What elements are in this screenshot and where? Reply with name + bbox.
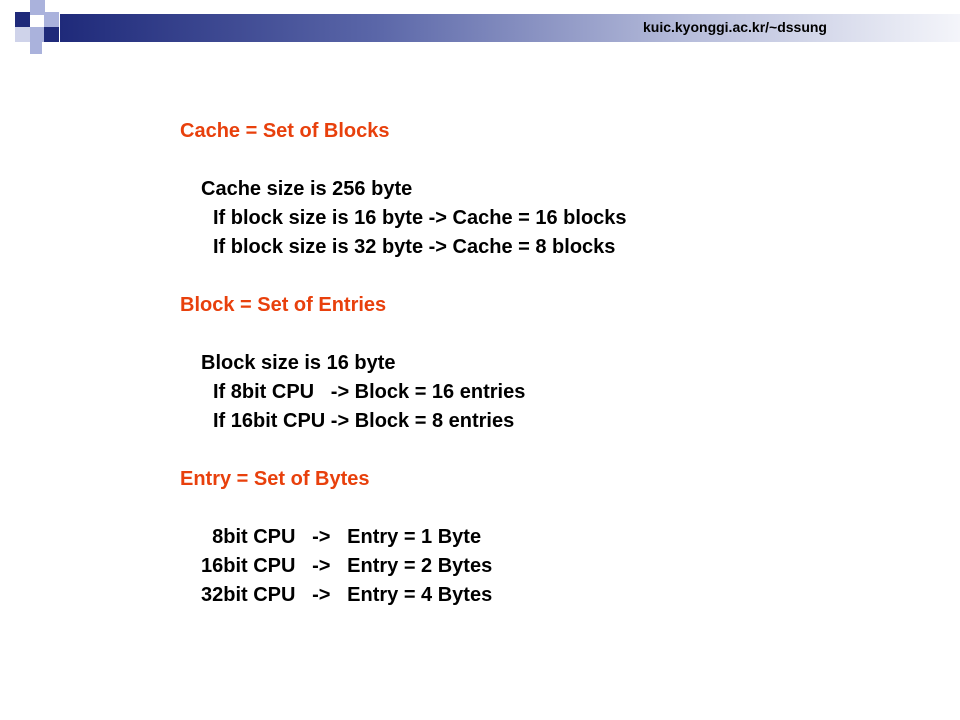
- section-block: [180, 291, 627, 465]
- decor-square-light: [44, 12, 59, 27]
- slide-content: [180, 117, 627, 610]
- body-line: If 8bit CPU -> Block = 16 entries: [213, 381, 526, 403]
- decor-square-light: [30, 42, 42, 54]
- header-url: kuic.kyonggi.ac.kr/~dssung: [642, 19, 827, 35]
- section-title: Cache = Set of Blocks: [180, 120, 390, 142]
- body-line: Cache size is 256 byte: [201, 178, 413, 200]
- decor-square-light: [15, 27, 30, 42]
- section-title: Entry = Set of Bytes: [180, 468, 370, 490]
- spacer: [180, 436, 627, 465]
- body-line: If block size is 32 byte -> Cache = 8 blocks: [213, 236, 616, 258]
- body-line: 32bit CPU -> Entry = 4 Bytes: [201, 584, 493, 606]
- body-line: Block size is 16 byte: [201, 352, 396, 374]
- spacer: [180, 262, 627, 291]
- spacer: [180, 494, 627, 523]
- decor-square-light: [30, 27, 45, 42]
- section-entry: [180, 465, 627, 610]
- spacer: [180, 146, 627, 175]
- section-cache: [180, 117, 627, 291]
- body-line: 8bit CPU -> Entry = 1 Byte: [201, 526, 482, 548]
- spacer: [180, 320, 627, 349]
- decor-square-dark: [44, 27, 59, 42]
- decor-square-dark: [15, 12, 30, 27]
- body-line: 16bit CPU -> Entry = 2 Bytes: [201, 555, 493, 577]
- body-line: If 16bit CPU -> Block = 8 entries: [213, 410, 515, 432]
- decor-square-light: [30, 0, 45, 15]
- section-title: Block = Set of Entries: [180, 294, 387, 316]
- body-line: If block size is 16 byte -> Cache = 16 blocks: [213, 207, 627, 229]
